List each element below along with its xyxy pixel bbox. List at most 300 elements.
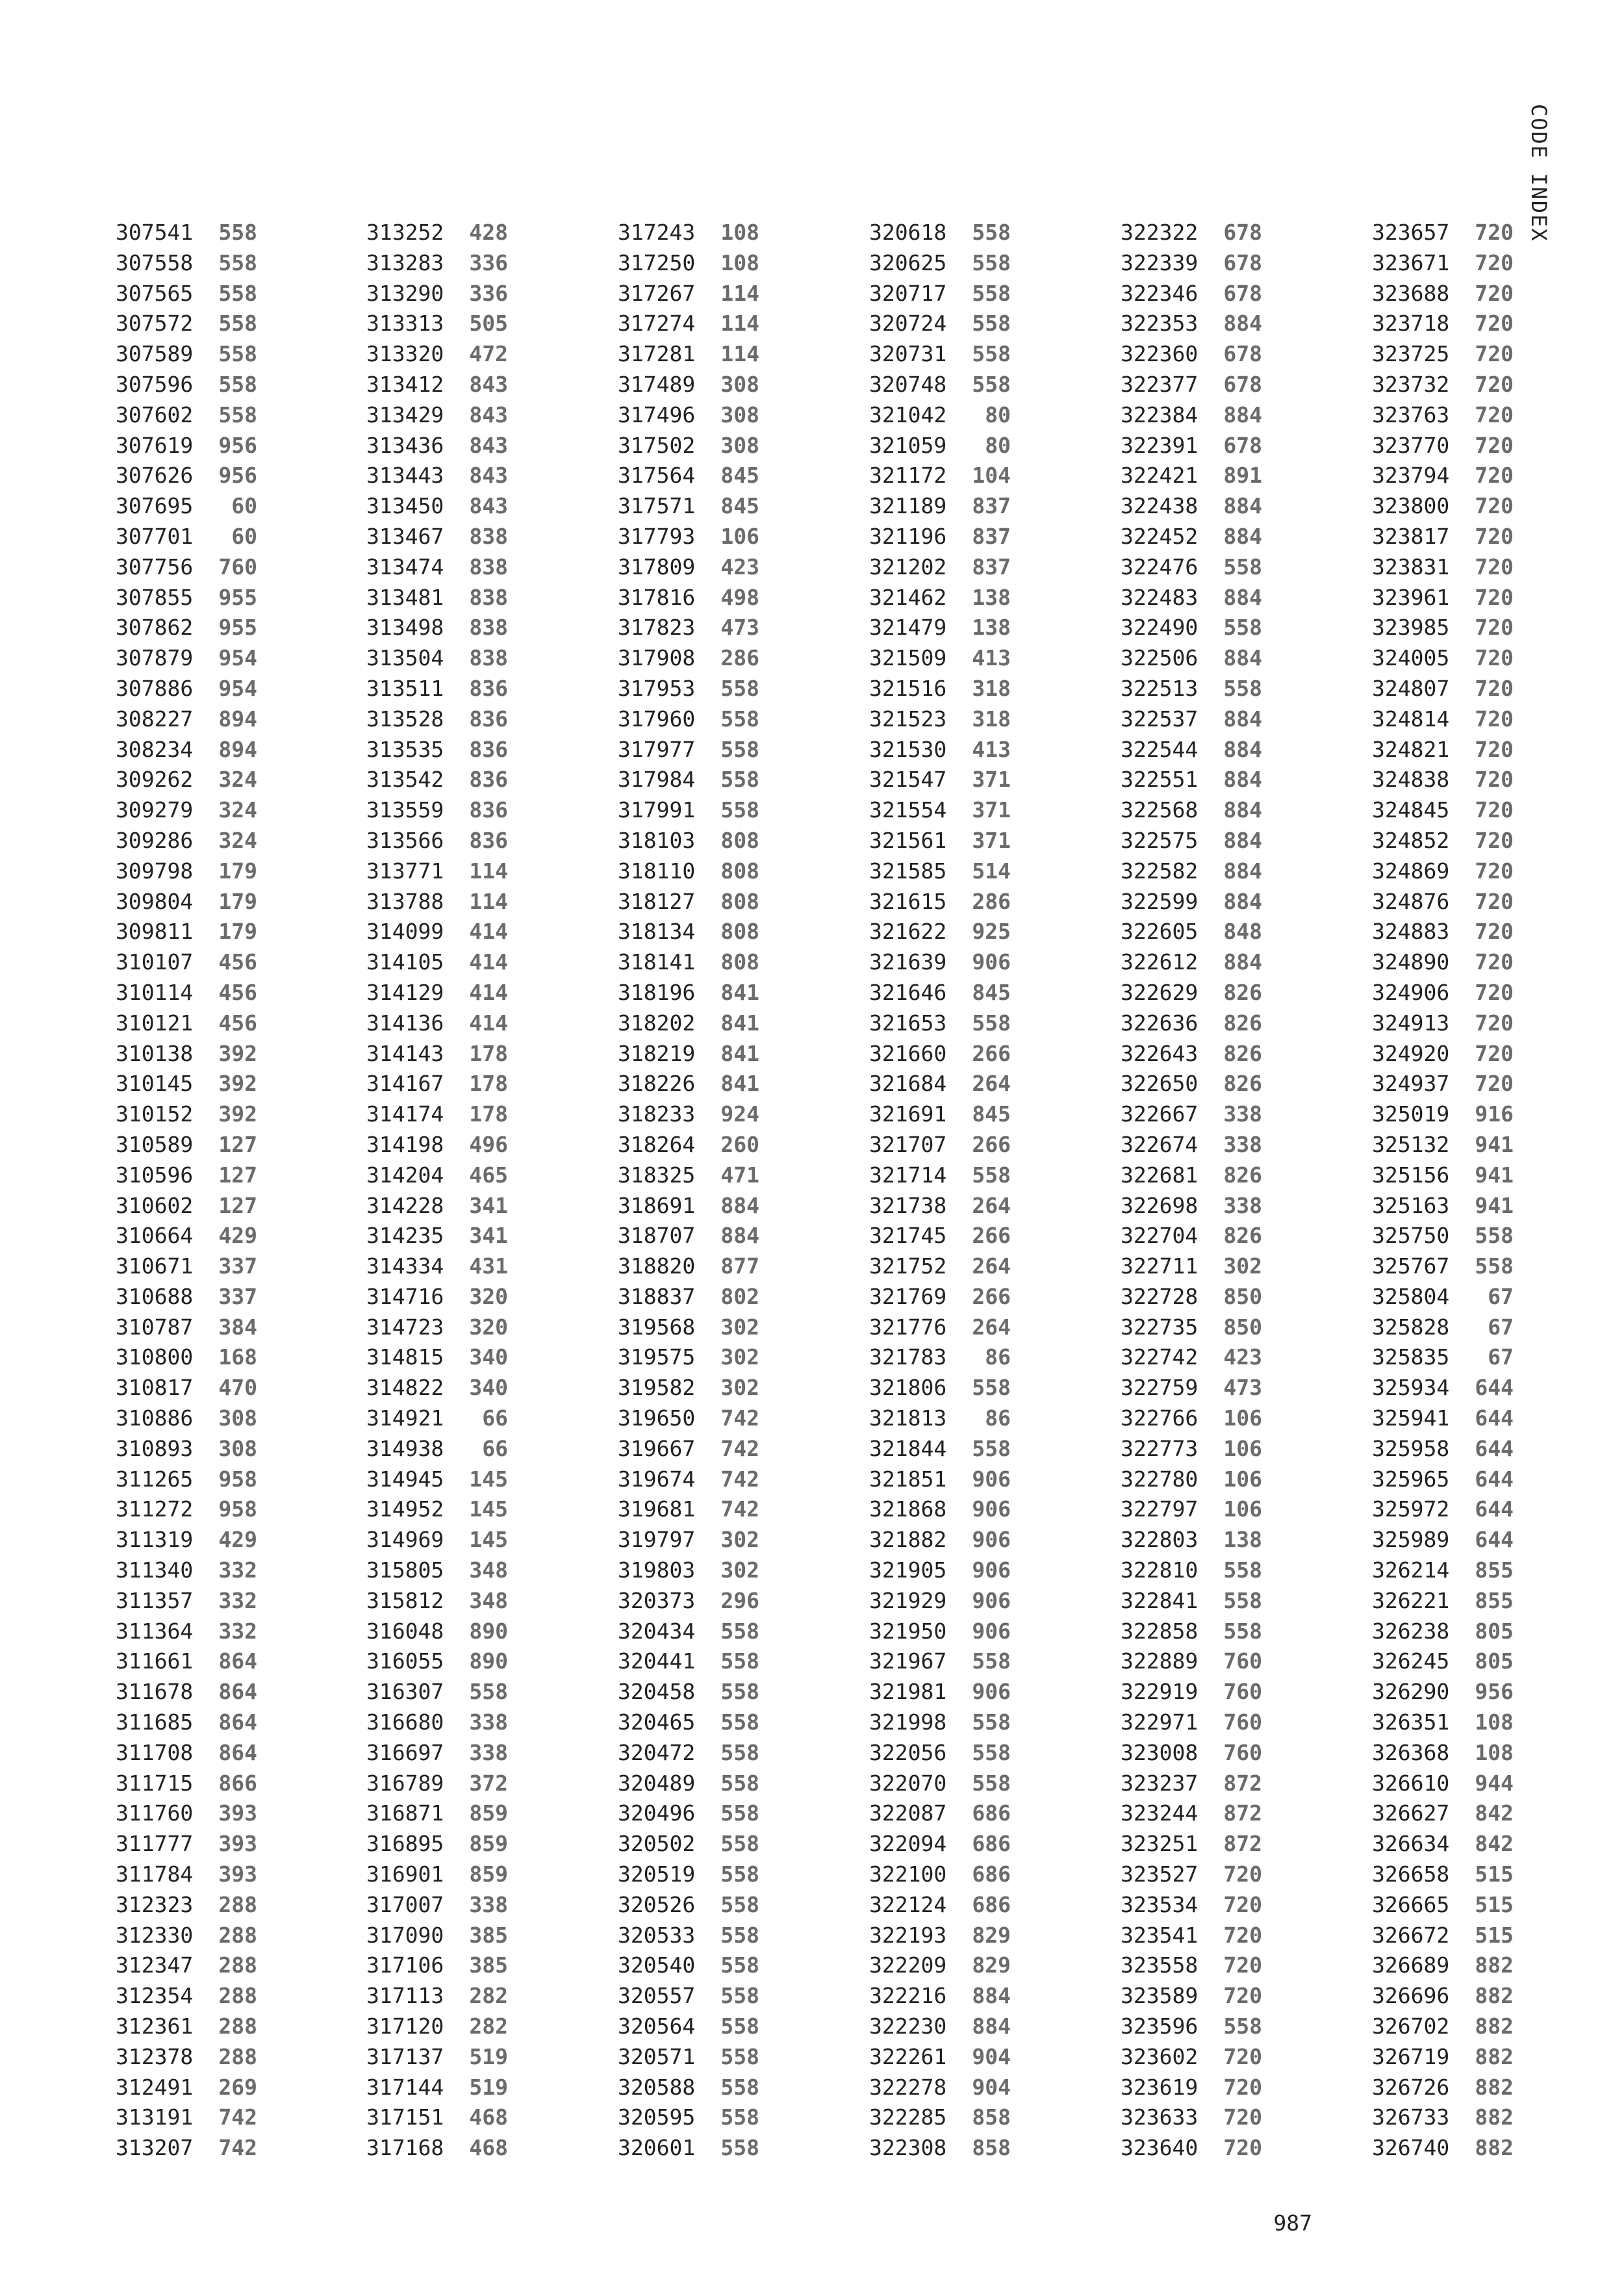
index-entry (366, 2102, 561, 2133)
index-page-ref: 67 (1488, 1283, 1514, 1309)
index-entry (116, 279, 311, 309)
index-code: 321042 (869, 402, 947, 428)
index-code: 322841 (1121, 1587, 1199, 1613)
index-page-ref: 413 (972, 736, 1011, 762)
index-page-ref: 264 (972, 1253, 1011, 1279)
index-code: 308227 (116, 706, 194, 732)
index-page-ref: 916 (1475, 1101, 1514, 1127)
index-code: 320595 (618, 2104, 696, 2130)
index-code: 326719 (1372, 2043, 1450, 2069)
index-entry (116, 947, 311, 978)
index-code: 308234 (116, 736, 194, 762)
index-page-ref: 836 (469, 675, 508, 701)
index-entry (618, 1494, 813, 1525)
index-entry (366, 431, 561, 461)
index-entry (869, 1494, 1064, 1525)
index-page-ref: 465 (469, 1162, 508, 1188)
index-page-ref: 720 (1475, 615, 1514, 641)
index-code: 312378 (116, 2043, 194, 2069)
index-code: 322537 (1121, 706, 1199, 732)
index-page-ref: 836 (469, 706, 508, 732)
index-entry (869, 1312, 1064, 1343)
index-entry (869, 1707, 1064, 1738)
index-entry (869, 1586, 1064, 1616)
index-page-ref: 558 (218, 280, 257, 306)
index-page-ref: 269 (218, 2074, 257, 2100)
index-page-ref: 858 (972, 2135, 1011, 2161)
index-code: 317984 (618, 767, 696, 793)
index-code: 321905 (869, 1557, 947, 1583)
index-code: 317908 (618, 645, 696, 671)
index-page-ref: 66 (482, 1435, 508, 1461)
index-entry (869, 1769, 1064, 1799)
index-page-ref: 720 (1475, 827, 1514, 853)
index-entry (618, 917, 813, 947)
index-page-ref: 179 (218, 888, 257, 914)
index-entry (618, 1646, 813, 1677)
index-page-ref: 644 (1475, 1405, 1514, 1431)
index-code: 312491 (116, 2074, 194, 2100)
index-page-ref: 332 (218, 1618, 257, 1644)
index-code: 313207 (116, 2135, 194, 2161)
index-page-ref: 894 (218, 706, 257, 732)
index-page-ref: 558 (1223, 2013, 1262, 2039)
index-code: 321868 (869, 1496, 947, 1522)
index-code: 313313 (366, 311, 444, 337)
index-code: 316697 (366, 1739, 444, 1765)
index-page-ref: 884 (1223, 493, 1262, 519)
index-page-ref: 338 (469, 1709, 508, 1735)
index-page-ref: 843 (469, 371, 508, 397)
index-code: 323008 (1121, 1739, 1199, 1765)
index-entry (366, 248, 561, 279)
index-entry (1372, 1555, 1567, 1586)
index-code: 310596 (116, 1162, 194, 1188)
index-entry (869, 826, 1064, 856)
index-entry (116, 1191, 311, 1221)
index-code: 322612 (1121, 949, 1199, 975)
index-entry (618, 1829, 813, 1859)
index-code: 321202 (869, 554, 947, 580)
index-entry (116, 1829, 311, 1859)
index-entry (1372, 2073, 1567, 2103)
index-page-ref: 924 (720, 1101, 759, 1127)
index-page-ref: 558 (218, 341, 257, 367)
index-code: 317564 (618, 463, 696, 489)
index-page-ref: 266 (972, 1223, 1011, 1249)
index-entry (1372, 309, 1567, 339)
index-code: 321950 (869, 1618, 947, 1644)
index-page-ref: 106 (720, 523, 759, 549)
index-page-ref: 678 (1223, 341, 1262, 367)
index-entry (1121, 2133, 1315, 2164)
index-page-ref: 837 (972, 523, 1011, 549)
index-code: 321967 (869, 1648, 947, 1674)
index-page-ref: 337 (218, 1253, 257, 1279)
index-code: 321554 (869, 797, 947, 823)
index-entry (618, 552, 813, 583)
index-entry (618, 1859, 813, 1890)
index-page-ref: 66 (482, 1405, 508, 1431)
index-entry (366, 279, 561, 309)
index-entry (618, 1921, 813, 1951)
index-page-ref: 108 (720, 249, 759, 275)
index-entry (116, 1403, 311, 1434)
index-entry (116, 309, 311, 339)
index-page-ref: 884 (1223, 827, 1262, 853)
index-page-ref: 842 (1475, 1831, 1514, 1857)
index-entry (618, 583, 813, 613)
index-page-ref: 906 (972, 1527, 1011, 1553)
index-entry (116, 1616, 311, 1647)
index-page-ref: 341 (469, 1223, 508, 1249)
index-entry (1121, 1494, 1315, 1525)
index-page-ref: 884 (972, 1983, 1011, 2009)
index-entry (1372, 552, 1567, 583)
index-code: 307619 (116, 432, 194, 458)
index-entry (116, 2042, 311, 2073)
index-code: 325965 (1372, 1466, 1450, 1492)
index-code: 307589 (116, 341, 194, 367)
index-code: 322711 (1121, 1253, 1199, 1279)
index-page-ref: 558 (1475, 1223, 1514, 1249)
index-code: 325828 (1372, 1314, 1450, 1340)
index-entry (1121, 1646, 1315, 1677)
index-code: 320502 (618, 1831, 696, 1857)
index-entry (618, 1312, 813, 1343)
index-page-ref: 958 (218, 1466, 257, 1492)
index-entry (869, 1859, 1064, 1890)
index-page-ref: 678 (1223, 220, 1262, 245)
index-code: 321479 (869, 615, 947, 641)
index-code: 321714 (869, 1162, 947, 1188)
index-page-ref: 720 (1475, 767, 1514, 793)
index-page-ref: 884 (1223, 645, 1262, 671)
index-code: 323763 (1372, 402, 1450, 428)
index-page-ref: 338 (469, 1739, 508, 1765)
index-page-ref: 858 (972, 2104, 1011, 2130)
index-entry (869, 856, 1064, 887)
index-page-ref: 760 (1223, 1679, 1262, 1705)
index-entry (618, 309, 813, 339)
index-entry (618, 887, 813, 917)
index-page-ref: 956 (218, 463, 257, 489)
index-entry (618, 491, 813, 522)
index-entry (1121, 1464, 1315, 1495)
index-entry (869, 917, 1064, 947)
index-page-ref: 332 (218, 1557, 257, 1583)
index-page-ref: 286 (720, 645, 759, 671)
index-code: 321752 (869, 1253, 947, 1279)
index-page-ref: 720 (1475, 554, 1514, 580)
index-code: 324852 (1372, 827, 1450, 853)
index-code: 325750 (1372, 1223, 1450, 1249)
index-entry (366, 522, 561, 552)
index-code: 322513 (1121, 675, 1199, 701)
index-page-ref: 720 (1223, 1861, 1262, 1887)
index-code: 313412 (366, 371, 444, 397)
index-page-ref: 288 (218, 1922, 257, 1948)
index-entry (869, 765, 1064, 795)
index-code: 322766 (1121, 1405, 1199, 1431)
index-code: 325019 (1372, 1101, 1450, 1127)
index-entry (1372, 1769, 1567, 1799)
index-code: 322858 (1121, 1618, 1199, 1644)
index-entry (869, 1251, 1064, 1282)
index-entry (1372, 704, 1567, 735)
index-page-ref: 836 (469, 827, 508, 853)
index-code: 325156 (1372, 1162, 1450, 1188)
index-entry (116, 218, 311, 248)
index-entry (1372, 2133, 1567, 2164)
index-page-ref: 558 (972, 1010, 1011, 1036)
index-page-ref: 720 (1475, 280, 1514, 306)
index-code: 322209 (869, 1952, 947, 1978)
index-entry (1121, 1282, 1315, 1312)
index-entry (869, 1616, 1064, 1647)
index-page-ref: 384 (218, 1314, 257, 1340)
index-page-ref: 338 (1223, 1101, 1262, 1127)
index-page-ref: 845 (972, 979, 1011, 1005)
index-code: 326610 (1372, 1770, 1450, 1796)
index-page-ref: 558 (972, 311, 1011, 337)
index-entry (869, 2133, 1064, 2164)
index-page-ref: 558 (720, 1891, 759, 1917)
index-page-ref: 720 (1475, 949, 1514, 975)
index-entry (116, 491, 311, 522)
index-page-ref: 686 (972, 1831, 1011, 1857)
index-entry (366, 643, 561, 674)
index-entry (1372, 279, 1567, 309)
index-code: 326245 (1372, 1648, 1450, 1674)
index-page-ref: 720 (1475, 1010, 1514, 1036)
index-code: 317823 (618, 615, 696, 641)
index-entry (618, 1160, 813, 1191)
index-page-ref: 884 (1223, 858, 1262, 884)
index-entry (1372, 522, 1567, 552)
index-entry (116, 1008, 311, 1039)
index-page-ref: 558 (720, 736, 759, 762)
index-page-ref: 266 (972, 1131, 1011, 1157)
index-entry (618, 765, 813, 795)
index-page-ref: 720 (1223, 2043, 1262, 2069)
index-entry (1121, 1859, 1315, 1890)
index-entry (366, 1160, 561, 1191)
index-code: 316307 (366, 1679, 444, 1705)
index-code: 320588 (618, 2074, 696, 2100)
index-entry (1372, 1160, 1567, 1191)
index-page-ref: 106 (1223, 1435, 1262, 1461)
index-entry (366, 1251, 561, 1282)
index-code: 321882 (869, 1527, 947, 1553)
index-entry (1121, 370, 1315, 400)
index-page-ref: 558 (720, 1861, 759, 1887)
index-entry (869, 1950, 1064, 1981)
index-code: 326702 (1372, 2013, 1450, 2039)
index-code: 318325 (618, 1162, 696, 1188)
index-code: 320441 (618, 1648, 696, 1674)
index-code: 322568 (1121, 797, 1199, 823)
index-entry (869, 1464, 1064, 1495)
index-code: 322476 (1121, 554, 1199, 580)
index-code: 314952 (366, 1496, 444, 1522)
index-code: 322216 (869, 1983, 947, 2009)
index-entry (116, 1282, 311, 1312)
index-entry (366, 491, 561, 522)
index-page-ref: 884 (1223, 797, 1262, 823)
index-page-ref: 837 (972, 554, 1011, 580)
index-page-ref: 515 (1475, 1891, 1514, 1917)
index-entry (1372, 400, 1567, 431)
index-entry (366, 1798, 561, 1829)
index-page-ref: 423 (1223, 1344, 1262, 1370)
index-code: 317977 (618, 736, 696, 762)
index-page-ref: 288 (218, 2013, 257, 2039)
index-page-ref: 371 (972, 767, 1011, 793)
index-code: 310664 (116, 1223, 194, 1249)
index-page-ref: 760 (218, 554, 257, 580)
index-page-ref: 558 (972, 1162, 1011, 1188)
index-entry (1121, 1099, 1315, 1130)
index-code: 323718 (1372, 311, 1450, 337)
index-entry (869, 1798, 1064, 1829)
index-entry (366, 613, 561, 643)
index-code: 310688 (116, 1283, 194, 1309)
index-code: 309804 (116, 888, 194, 914)
index-page-ref: 906 (972, 949, 1011, 975)
index-entry (366, 765, 561, 795)
index-code: 326689 (1372, 1952, 1450, 1978)
index-page-ref: 468 (469, 2135, 508, 2161)
index-page-ref: 456 (218, 1010, 257, 1036)
index-page-ref: 86 (985, 1405, 1011, 1431)
index-page-ref: 138 (1223, 1527, 1262, 1553)
index-entry (869, 1191, 1064, 1221)
index-code: 318110 (618, 858, 696, 884)
index-entry (1372, 1282, 1567, 1312)
index-entry (1372, 1342, 1567, 1373)
index-entry (1372, 248, 1567, 279)
index-entry (116, 1039, 311, 1069)
index-entry (116, 1525, 311, 1555)
index-page-ref: 644 (1475, 1375, 1514, 1401)
index-code: 316895 (366, 1831, 444, 1857)
index-entry (1372, 674, 1567, 704)
index-code: 325163 (1372, 1192, 1450, 1218)
index-page-ref: 178 (469, 1040, 508, 1066)
index-entry (618, 248, 813, 279)
index-entry (366, 1859, 561, 1890)
index-entry (869, 583, 1064, 613)
index-code: 322599 (1121, 888, 1199, 914)
index-entry (116, 2073, 311, 2103)
index-entry (116, 826, 311, 856)
index-code: 322582 (1121, 858, 1199, 884)
index-page-ref: 558 (720, 2074, 759, 2100)
index-code: 317274 (618, 311, 696, 337)
index-entry (1121, 917, 1315, 947)
index-entry (1121, 1586, 1315, 1616)
index-code: 312347 (116, 1952, 194, 1978)
index-entry (366, 218, 561, 248)
index-page-ref: 890 (469, 1618, 508, 1644)
index-page-ref: 884 (972, 2013, 1011, 2039)
index-code: 311777 (116, 1831, 194, 1857)
index-code: 321813 (869, 1405, 947, 1431)
index-entry (869, 400, 1064, 431)
index-code: 318141 (618, 949, 696, 975)
index-code: 321615 (869, 888, 947, 914)
index-code: 322889 (1121, 1648, 1199, 1674)
index-entry (116, 1890, 311, 1921)
index-entry (1121, 491, 1315, 522)
index-entry (1121, 2042, 1315, 2073)
index-entry (366, 1434, 561, 1464)
index-code: 321684 (869, 1071, 947, 1097)
index-entry (1372, 1191, 1567, 1221)
index-page-ref: 392 (218, 1101, 257, 1127)
index-entry (618, 1738, 813, 1769)
index-page-ref: 941 (1475, 1131, 1514, 1157)
index-page-ref: 864 (218, 1679, 257, 1705)
index-page-ref: 336 (469, 249, 508, 275)
index-code: 324807 (1372, 675, 1450, 701)
index-page-ref: 336 (469, 280, 508, 306)
index-entry (1372, 2012, 1567, 2042)
index-code: 323541 (1121, 1922, 1199, 1948)
index-column-3 (618, 218, 813, 2164)
index-entry (1372, 1525, 1567, 1555)
index-page-ref: 678 (1223, 371, 1262, 397)
index-page-ref: 414 (469, 979, 508, 1005)
index-code: 322636 (1121, 1010, 1199, 1036)
index-page-ref: 288 (218, 1891, 257, 1917)
index-code: 322384 (1121, 402, 1199, 428)
index-entry (618, 1039, 813, 1069)
index-page-ref: 720 (1475, 675, 1514, 701)
index-page-ref: 456 (218, 949, 257, 975)
index-page-ref: 558 (972, 220, 1011, 245)
index-page-ref: 838 (469, 645, 508, 671)
index-page-ref: 850 (1223, 1314, 1262, 1340)
index-code: 323244 (1121, 1800, 1199, 1826)
index-code: 326351 (1372, 1709, 1450, 1735)
index-entry (116, 795, 311, 826)
index-code: 317243 (618, 220, 696, 245)
index-code: 322575 (1121, 827, 1199, 853)
index-page-ref: 179 (218, 858, 257, 884)
index-code: 307565 (116, 280, 194, 306)
index-page-ref: 468 (469, 2104, 508, 2130)
index-code: 322506 (1121, 645, 1199, 671)
index-entry (366, 552, 561, 583)
index-code: 322551 (1121, 767, 1199, 793)
index-code: 321639 (869, 949, 947, 975)
index-entry (618, 1282, 813, 1312)
index-page-ref: 473 (720, 615, 759, 641)
index-code: 313528 (366, 706, 444, 732)
index-page-ref: 558 (972, 280, 1011, 306)
index-code: 321059 (869, 432, 947, 458)
index-entry (116, 1342, 311, 1373)
index-code: 322193 (869, 1922, 947, 1948)
index-entry (869, 431, 1064, 461)
index-code: 322667 (1121, 1101, 1199, 1127)
index-code: 317151 (366, 2104, 444, 2130)
index-page-ref: 428 (469, 220, 508, 245)
index-page-ref: 805 (1475, 1618, 1514, 1644)
index-entry (116, 552, 311, 583)
